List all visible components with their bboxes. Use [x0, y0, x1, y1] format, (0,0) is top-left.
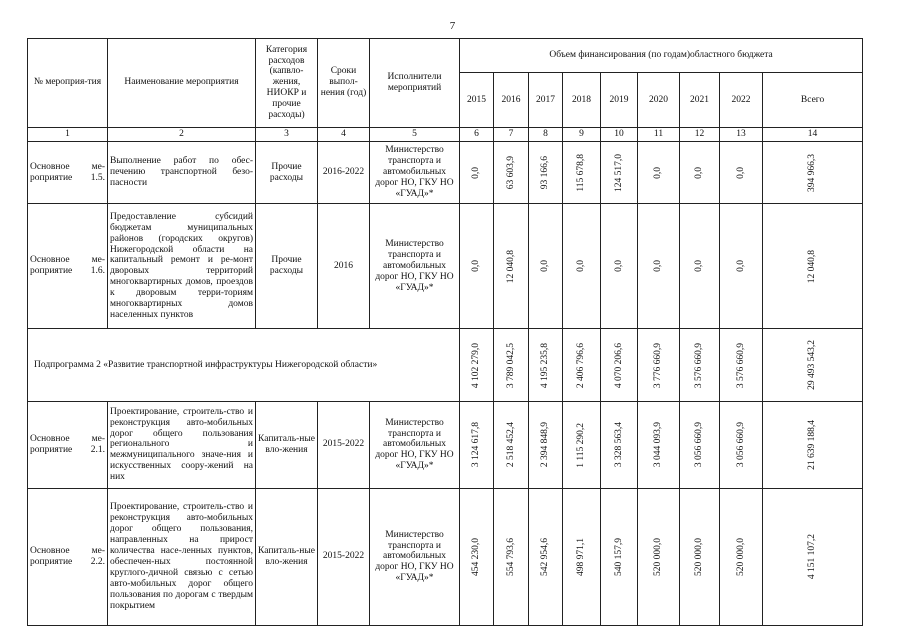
- column-number: 6: [460, 127, 494, 141]
- value-cell: 3 789 042,5: [505, 342, 516, 388]
- value-cell: 520 000,0: [694, 537, 705, 576]
- value-cell: 0,0: [613, 260, 624, 273]
- table-row: [28, 204, 863, 329]
- funding-table: [27, 38, 863, 626]
- value-cell-total: 394 966,3: [807, 153, 818, 192]
- value-cell: 0,0: [471, 166, 482, 179]
- table-row: [28, 402, 863, 489]
- row-category: Прочие расходы: [256, 141, 318, 204]
- table-row: [28, 141, 863, 204]
- value-cell: 454 230,0: [471, 537, 482, 576]
- value-cell-total: 12 040,8: [807, 249, 818, 283]
- header-col-funding: Объем финансирования (по годам)областного бюджета: [460, 39, 863, 73]
- subprogram-row: [28, 329, 863, 402]
- row-name: Выполнение работ по обес-печению транспортной безо-пасности: [108, 141, 256, 204]
- value-cell: 520 000,0: [735, 537, 746, 576]
- value-cell: 4 195 235,8: [540, 342, 551, 388]
- row-terms: 2016: [318, 204, 370, 329]
- value-cell-total: 29 493 543,2: [807, 340, 818, 391]
- header-col-name: Наименование мероприятия: [108, 39, 256, 128]
- value-cell: 3 056 660,9: [735, 422, 746, 468]
- value-cell: 93 166,6: [540, 155, 551, 190]
- column-number: 1: [28, 127, 108, 141]
- row-name: Проектирование, строитель-ство и реконструкция авто-мобильных дорог общего пользования регионального и межмуниципального значе-ния и искусственных соору-жений на них: [108, 402, 256, 489]
- value-cell: 498 971,1: [576, 537, 587, 576]
- value-cell: 4 102 279,0: [471, 342, 482, 388]
- value-cell: 2 406 796,6: [576, 342, 587, 388]
- column-number: 7: [494, 127, 529, 141]
- column-number: 3: [256, 127, 318, 141]
- value-cell: 3 776 660,9: [653, 342, 664, 388]
- value-cell: 124 517,0: [613, 153, 624, 192]
- value-cell: 520 000,0: [653, 537, 664, 576]
- value-cell: 4 070 206,6: [613, 342, 624, 388]
- value-cell: 3 576 660,9: [694, 342, 705, 388]
- value-cell: 63 603,9: [505, 155, 516, 190]
- value-cell: 0,0: [735, 166, 746, 179]
- value-cell: 2 518 452,4: [505, 422, 516, 468]
- column-number: 10: [601, 127, 638, 141]
- header-col-executors: Исполнители мероприятий: [370, 39, 460, 128]
- row-name: Предоставление субсидий бюджетам муниципальных районов (городских округов) Нижегородской области на капитальный ремонт и ре-монт дворовых территорий многоквартирных домов, проездов к дворовым терри-ториям многоквартирных домов населенных пунктов: [108, 204, 256, 329]
- header-year: 2020: [638, 73, 680, 127]
- header-col-num: № мероприя-тия: [28, 39, 108, 128]
- column-number: 4: [318, 127, 370, 141]
- column-number: 5: [370, 127, 460, 141]
- value-cell: 0,0: [540, 260, 551, 273]
- header-total: Всего: [763, 73, 863, 127]
- value-cell: 2 394 848,9: [540, 422, 551, 468]
- column-number: 8: [529, 127, 563, 141]
- header-year: 2022: [720, 73, 763, 127]
- row-number: Основное ме-роприятие 1.6.: [28, 204, 108, 329]
- header-year: 2019: [601, 73, 638, 127]
- row-executors: Министерство транспорта и автомобильных дорог НО, ГКУ НО «ГУАД»*: [370, 488, 460, 625]
- value-cell: 0,0: [653, 260, 664, 273]
- row-number: Основное ме-роприятие 1.5.: [28, 141, 108, 204]
- row-executors: Министерство транспорта и автомобильных дорог НО, ГКУ НО «ГУАД»*: [370, 141, 460, 204]
- row-executors: Министерство транспорта и автомобильных дорог НО, ГКУ НО «ГУАД»*: [370, 402, 460, 489]
- value-cell-total: 21 639 188,4: [807, 419, 818, 470]
- header-col-category: Категория расходов (капвло-жения, НИОКР и прочие расходы): [256, 39, 318, 128]
- value-cell: 3 124 617,8: [471, 422, 482, 468]
- column-number: 13: [720, 127, 763, 141]
- value-cell: 0,0: [735, 260, 746, 273]
- row-category: Прочие расходы: [256, 204, 318, 329]
- subprogram-title: Подпрограмма 2 «Развитие транспортной инфраструктуры Нижегородской области»: [28, 329, 460, 402]
- value-cell: 540 157,9: [613, 537, 624, 576]
- value-cell: 3 056 660,9: [694, 422, 705, 468]
- header-year: 2018: [563, 73, 601, 127]
- value-cell: 0,0: [471, 260, 482, 273]
- header-year: 2021: [680, 73, 720, 127]
- table-row: [28, 488, 863, 625]
- header-col-terms: Сроки выпол-нения (год): [318, 39, 370, 128]
- row-terms: 2016-2022: [318, 141, 370, 204]
- header-year: 2015: [460, 73, 494, 127]
- value-cell: 0,0: [576, 260, 587, 273]
- column-number: 9: [563, 127, 601, 141]
- value-cell: 1 115 290,2: [576, 422, 587, 468]
- row-executors: Министерство транспорта и автомобильных дорог НО, ГКУ НО «ГУАД»*: [370, 204, 460, 329]
- value-cell: 0,0: [694, 260, 705, 273]
- value-cell: 0,0: [653, 166, 664, 179]
- row-category: Капиталь-ные вло-жения: [256, 488, 318, 625]
- row-number: Основное ме-роприятие 2.1.: [28, 402, 108, 489]
- column-number: 2: [108, 127, 256, 141]
- column-number: 11: [638, 127, 680, 141]
- row-terms: 2015-2022: [318, 402, 370, 489]
- header-year: 2017: [529, 73, 563, 127]
- row-terms: 2015-2022: [318, 488, 370, 625]
- value-cell-total: 4 151 107,2: [807, 534, 818, 580]
- value-cell: 115 678,8: [576, 153, 587, 192]
- header-year: 2016: [494, 73, 529, 127]
- row-category: Капиталь-ные вло-жения: [256, 402, 318, 489]
- page-number: 7: [449, 20, 456, 32]
- value-cell: 554 793,6: [505, 537, 516, 576]
- value-cell: 12 040,8: [505, 249, 516, 283]
- value-cell: 3 044 093,9: [653, 422, 664, 468]
- column-number: 14: [763, 127, 863, 141]
- value-cell: 542 954,6: [540, 537, 551, 576]
- value-cell: 3 328 563,4: [613, 422, 624, 468]
- column-number: 12: [680, 127, 720, 141]
- row-name: Проектирование, строитель-ство и реконструкция авто-мобильных дорог общего пользования, направленных на прирост количества насе-ленных пунктов, обеспечен-ных постоянной круглого-дичной связью с сетью авто-мобильных дорог общего пользования по дорогам с твердым покрытием: [108, 488, 256, 625]
- value-cell: 0,0: [694, 166, 705, 179]
- row-number: Основное ме-роприятие 2.2.: [28, 488, 108, 625]
- value-cell: 3 576 660,9: [735, 342, 746, 388]
